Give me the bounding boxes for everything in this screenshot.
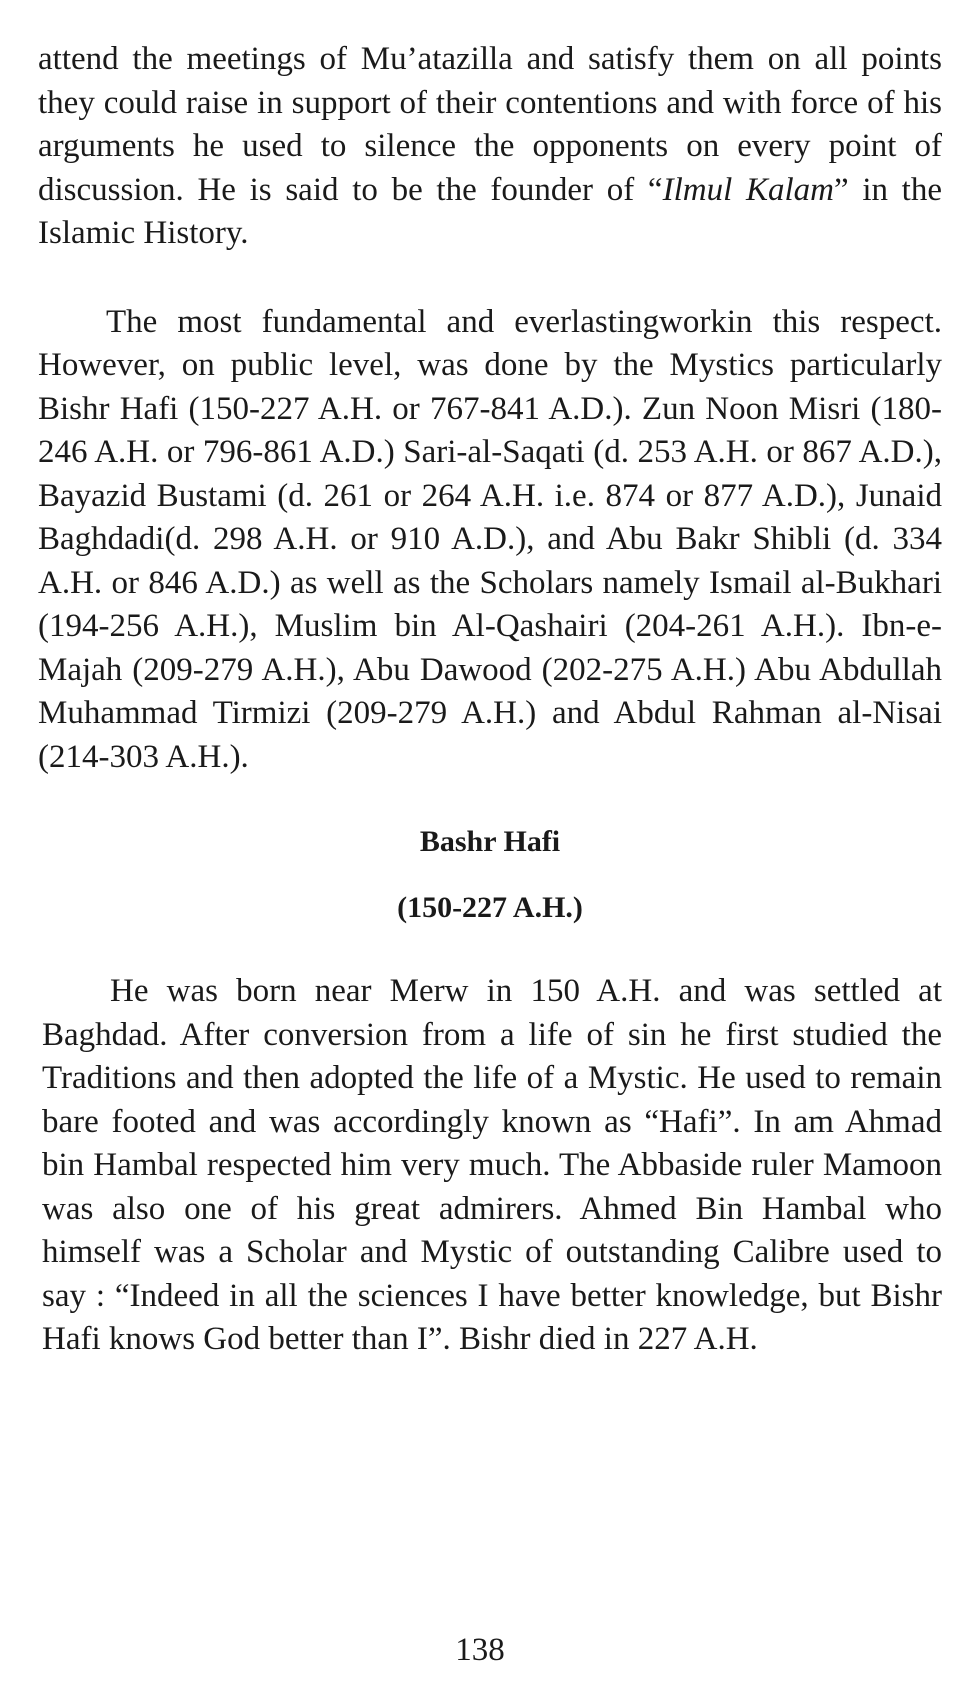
paragraph-2: The most fundamental and everlastingworkin this respect. However, on public level, was done by the Mystics particularly Bishr Hafi (150-227 A.H. or 767-841 A.D.). Zun Noon Misri (180-246 A.H. or 796-861 A.D.) Sari-al-Saqati (d. 253 A.H. or 867 A.D.), Bayazid Bustami (d. 261 or 264 A.H. i.e. 874 or 877 A.D.), Junaid Baghdadi(d. 298 A.H. or 910 A.D.), and Abu Bakr Shibli (d. 334 A.H. or 846 A.D.) as well as the Scholars namely Ismail al-Bukhari (194-256 A.H.), Muslim bin Al-Qashairi (204-261 A.H.). Ibn-e-Majah (209-279 A.H.), Abu Dawood (202-275 A.H.) Abu Abdullah Muhammad Tirmizi (209-279 A.H.) and Abdul Rahman al-Nisai (214-303 A.H.).	[38, 303, 942, 775]
page-number: 138	[455, 1632, 505, 1668]
paragraph-1-italic-term: Ilmul Kalam	[662, 171, 834, 208]
paragraph-1	[38, 38, 942, 256]
paragraph-3: He was born near Merw in 150 A.H. and was settled at Baghdad. After conversion from a life of sin he first studied the Traditions and then adopted the life of a Mystic. He used to remain bare footed and was accordingly known as “Hafi”. In am Ahmad bin Hambal respected him very much. The Abbaside ruler Mamoon was also one of his great admirers. Ahmed Bin Hambal who himself was a Scholar and Mystic of outstanding Calibre used to say : “Indeed in all the sciences I have better knowledge, but Bishr Hafi knows God better than I”. Bishr died in 227 A.H.	[42, 973, 942, 1357]
section-heading: Bashr Hafi	[419, 825, 561, 858]
paragraph-1-text-after: ” in the Islamic History.	[38, 171, 942, 251]
section-dates: (150-227 A.H.)	[397, 891, 583, 924]
page-content	[38, 38, 942, 1362]
paragraph-1-text-before: attend the meetings of Mu’atazilla and satisfy them on all points they could raise in support of their contentions and with force of his arguments he used to silence the opponents on every point of discussion. He is said to be the founder of “	[38, 41, 942, 208]
